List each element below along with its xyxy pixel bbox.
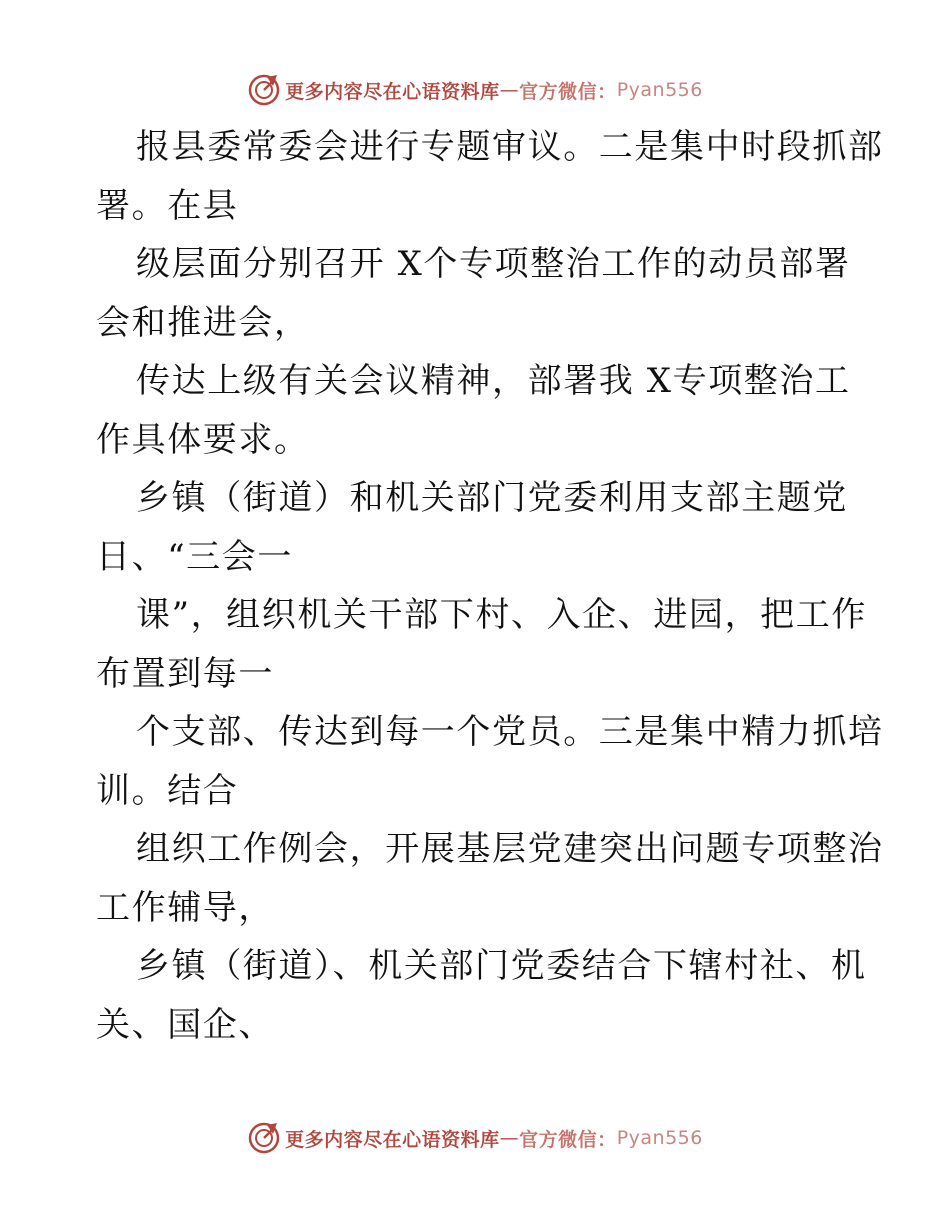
pen-nib-logo-icon [247, 1121, 281, 1155]
body-line-11: 个支部、传达到每一个党员。三是集中精力抓培 [136, 712, 884, 752]
body-line-7: 乡镇（街道）和机关部门党委利用支部主题党 [136, 478, 848, 518]
document-body [96, 118, 886, 1054]
watermark-sub-text: 官方微信： [519, 80, 617, 103]
body-line-3: 级层面分别召开 X个专项整治工作的动员部署 [136, 244, 851, 284]
watermark-id: Pyan556 [616, 79, 703, 101]
body-line-6: 作具体要求。 [96, 419, 310, 460]
watermark-id: Pyan556 [616, 1127, 703, 1149]
header-watermark [0, 72, 950, 108]
body-line-9: 课”，组织机关干部下村、入企、进园，把工作 [136, 595, 867, 635]
body-line-2: 署。在县 [96, 185, 239, 226]
body-line-1: 报县委常委会进行专题审议。二是集中时段抓部 [136, 127, 884, 167]
body-line-15: 乡镇（街道）、机关部门党委结合下辖村社、机 [136, 946, 867, 986]
pen-nib-logo-icon [247, 73, 281, 107]
body-line-13: 组织工作例会，开展基层党建突出问题专项整治 [136, 829, 884, 869]
body-line-4: 会和推进会， [96, 302, 310, 343]
body-line-16: 关、国企、 [96, 1004, 274, 1045]
body-line-14: 工作辅导， [96, 887, 274, 928]
body-line-8: 日、“三会一 [96, 536, 293, 577]
watermark-sub-text: 官方微信： [519, 1128, 617, 1151]
footer-watermark [0, 1120, 950, 1156]
body-line-12: 训。结合 [96, 770, 239, 811]
body-line-10: 布置到每一 [96, 653, 274, 694]
watermark-separator: — [499, 79, 520, 101]
watermark-separator: — [499, 1127, 520, 1149]
body-line-5: 传达上级有关会议精神，部署我 X专项整治工 [136, 361, 851, 401]
watermark-main-text: 更多内容尽在心语资料库 [285, 80, 500, 103]
watermark-main-text: 更多内容尽在心语资料库 [285, 1128, 500, 1151]
